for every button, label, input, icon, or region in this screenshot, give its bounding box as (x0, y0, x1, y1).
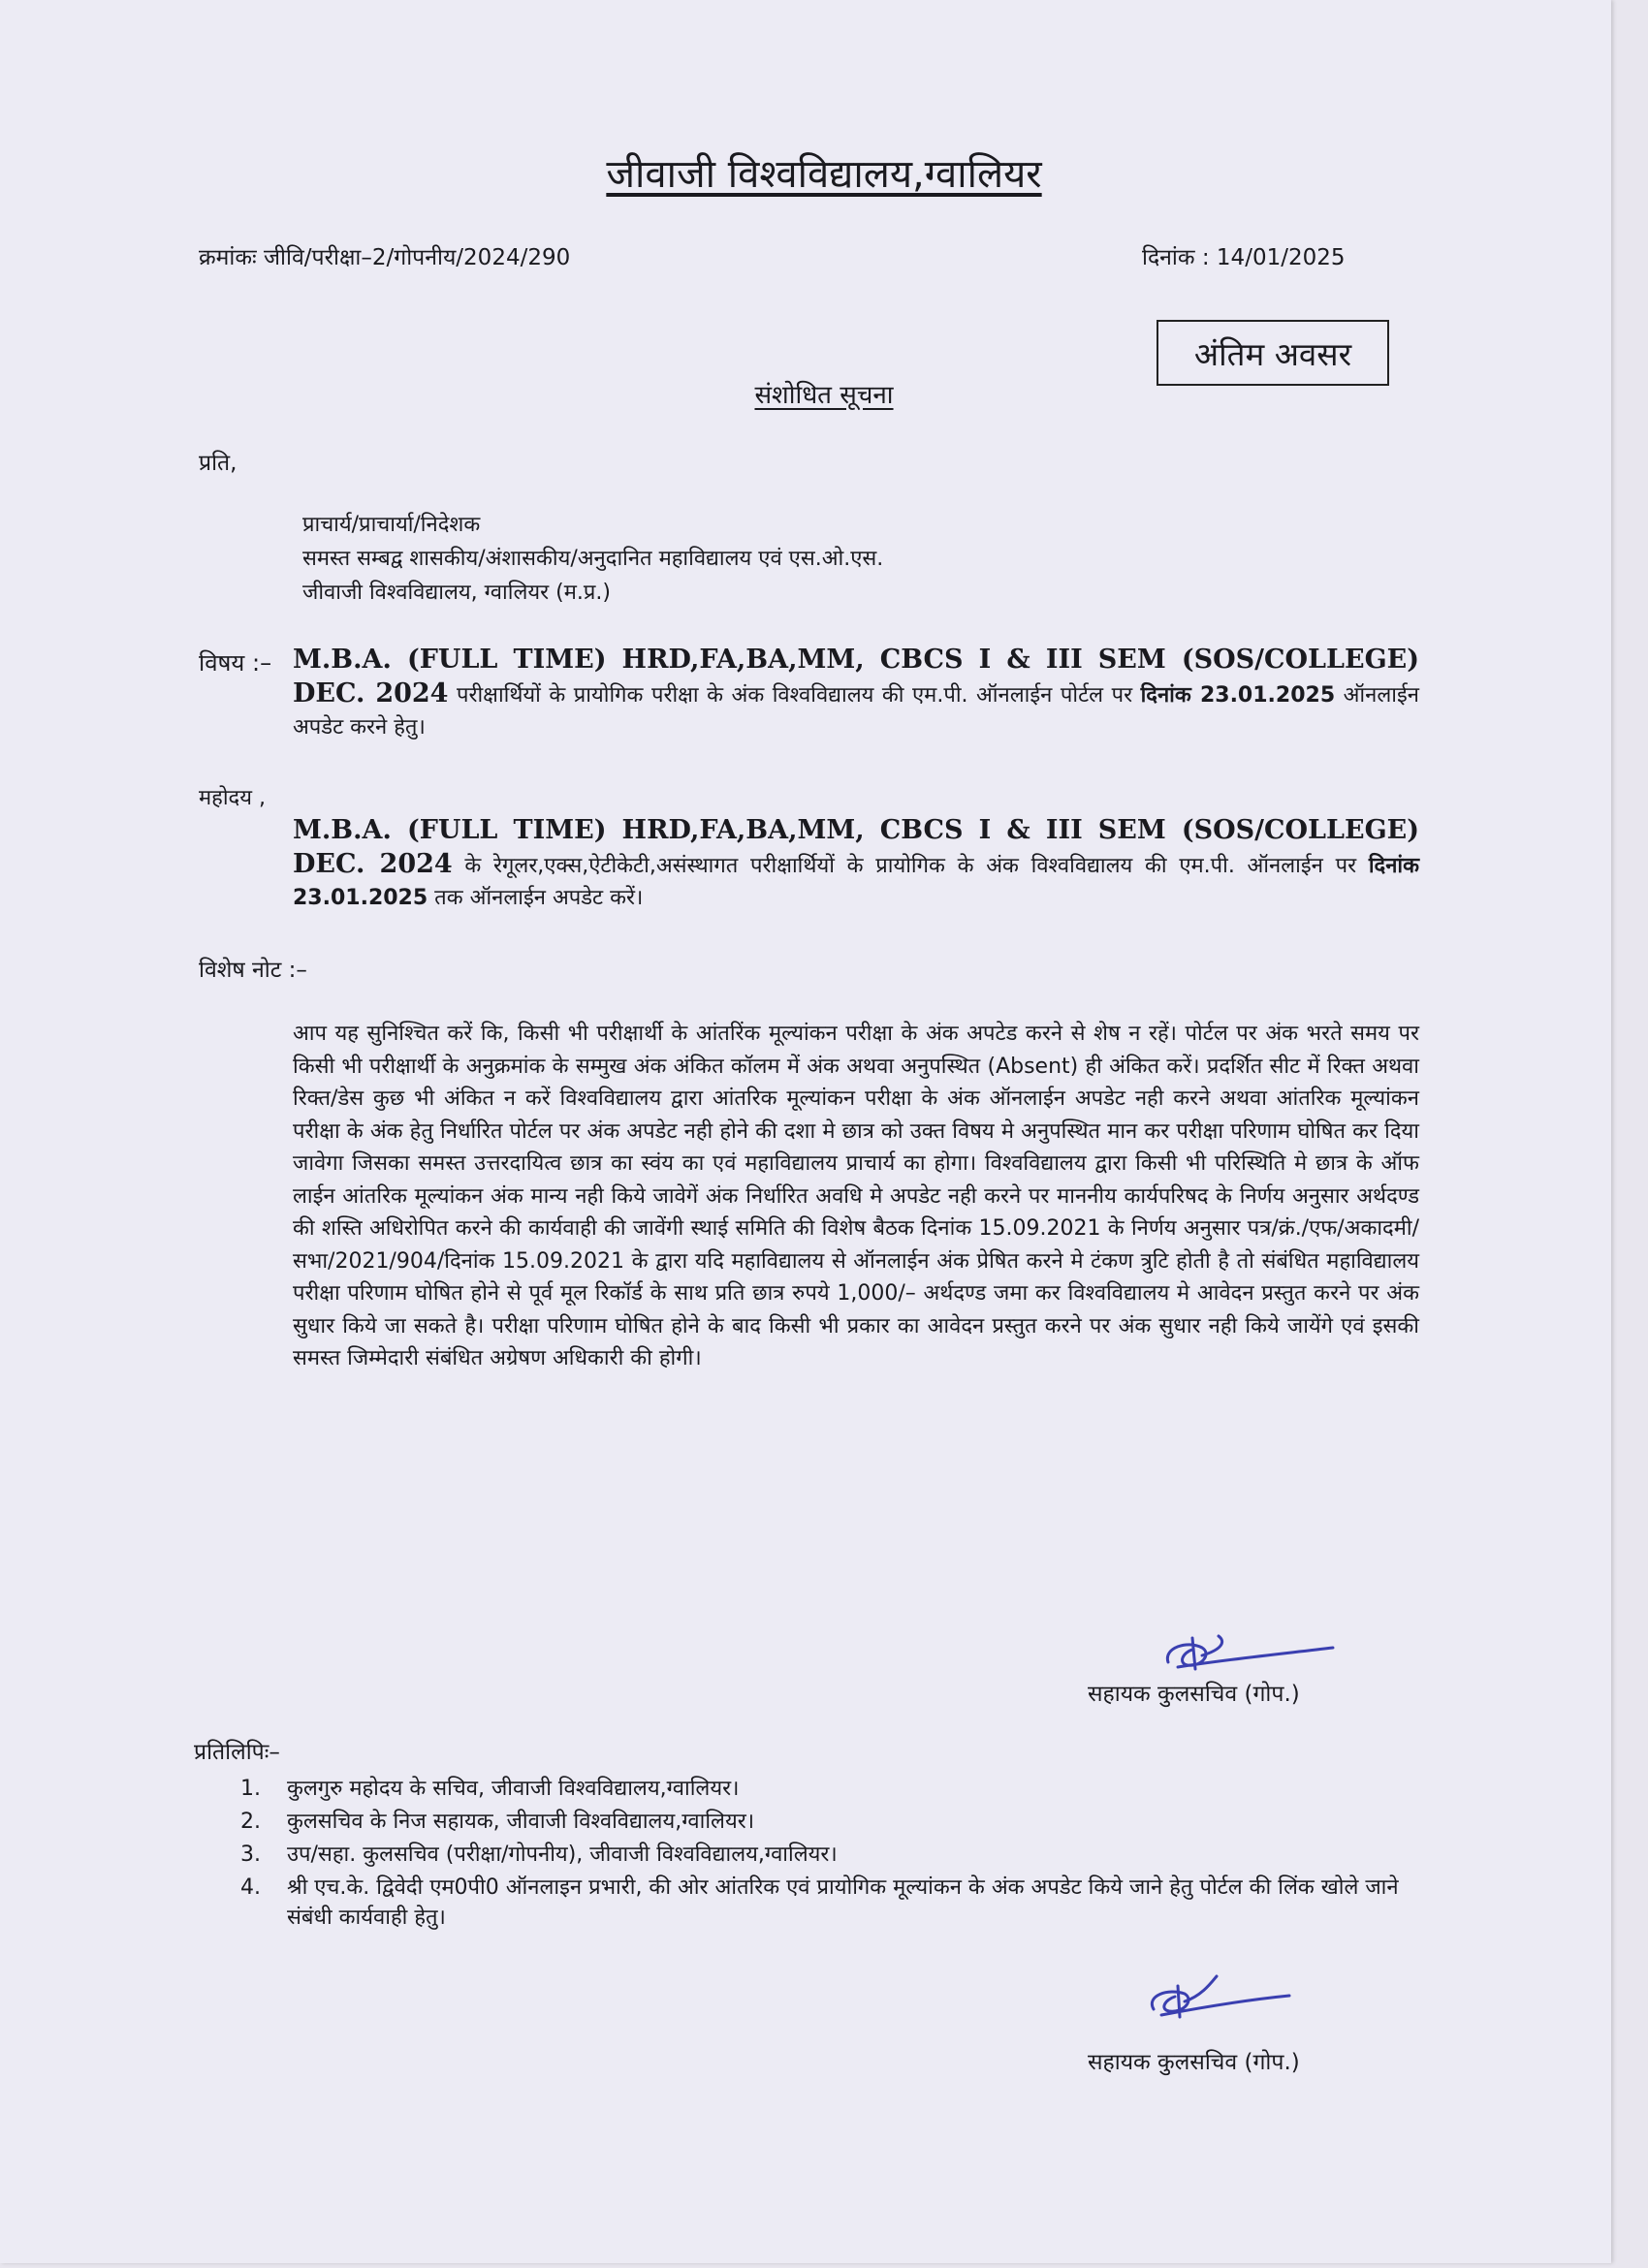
university-title: जीवाजी विश्वविद्यालय,ग्वालियर (606, 152, 1042, 197)
addressee-line: जीवाजी विश्वविद्यालय, ग्वालियर (म.प्र.) (302, 581, 611, 605)
reference-number: क्रमांकः जीवि/परीक्षा–2/गोपनीय/2024/290 (199, 245, 571, 270)
addressee-line: प्राचार्य/प्राचार्या/निदेशक (302, 513, 481, 537)
issue-date: दिनांक : 14/01/2025 (1142, 245, 1346, 270)
copy-to-list (240, 1774, 1419, 1936)
signature-2 (1134, 1972, 1299, 2031)
copy-to-label: प्रतिलिपिः– (194, 1740, 280, 1765)
to-label: प्रति, (199, 451, 238, 476)
special-note-body: आप यह सुनिश्चित करें कि, किसी भी परीक्षार्थी के आंतरिंक मूल्यांकन परीक्षा के अंक अपटेड करने से शेष न रहें। पोर्टल पर अंक भरते समय पर किसी भी परीक्षार्थी के अनुक्रमांक के सम्मुख अंक अंकित कॉलम में अंक अथवा अनुपस्थित (Absent) ही अंकित करें। प्रदर्शित सीट में रिक्त अथवा रिक्त/डेस कुछ भी अंकित न करें विश्वविद्यालय द्वारा आंतरिक मूल्यांकन परीक्षा के अंक ऑनलाईन अपडेट नही करने अथवा आंतरिक मूल्यांकन परीक्षा के अंक हेतु निर्धारित पोर्टल पर अंक अपडेट नही होने की दशा मे छात्र को उक्त विषय मे अनुपस्थित मान कर परीक्षा परिणाम घोषित कर दिया जावेगा जिसका समस्त उत्तरदायित्व छात्र का स्वंय का एवं महाविद्यालय प्राचार्य का होगा। विश्वविद्यालय द्वारा किसी भी परिस्थिति मे छात्र के ऑफ लाईन आंतरिक मूल्यांकन अंक मान्य नही किये जावेगें अंक निर्धारित अवधि मे अपडेट नही करने पर माननीय कार्यपरिषद के निर्णय अनुसार अर्थदण्ड की शस्ति अधिरोपित करने की कार्यवाही की जावेंगी स्थाई समिति की विशेष बैठक दिनांक 15.09.2021 के निर्णय अनुसार पत्र/क्रं./एफ/अकादमी/सभा/2021/904/दिनांक 15.09.2021 के द्वारा यदि महाविद्यालय से ऑनलाईन अंक प्रेषित करने मे टंकण त्रुटि होती है तो संबंधित महाविद्यालय परीक्षा परिणाम घोषित होने से पूर्व मूल रिकॉर्ड के साथ प्रति छात्र रुपये 1,000/– अर्थदण्ड जमा कर विश्वविद्यालय मे आवेदन प्रस्तुत करने पर अंक सुधार किये जा सकते है। परीक्षा परिणाम घोषित होने के बाद किसी भी प्रकार का आवेदन प्रस्तुत करने पर अंक सुधार नही किये जायेंगे एवं इसकी समस्त जिम्मेदारी संबंधित अग्रेषण अधिकारी की होगी। (293, 1022, 1419, 1370)
subject-label: विषय :– (199, 649, 272, 677)
list-item: 2. कुलसचिव के निज सहायक, जीवाजी विश्वविद्यालय,ग्वालियर। (240, 1810, 755, 1834)
subject-course: M.B.A. (FULL TIME) HRD,FA,BA,MM, CBCS I & III SEM (SOS/COLLEGE) DEC. 2024 (293, 645, 1419, 709)
subject-deadline: दिनांक 23.01.2025 (1140, 683, 1336, 708)
subject-text: M.B.A. (FULL TIME) HRD,FA,BA,MM, CBCS I & III SEM (SOS/COLLEGE) DEC. 2024 परीक्षार्थियों के प्रायोगिक परीक्षा के अंक विश्वविद्यालय की एम.पी. ऑनलाईन पोर्टल पर दिनांक 23.01.2025 ऑनलाईन अपडेट करने हेतु। (293, 645, 1419, 740)
list-item: 4. श्री एच.के. द्विवेदी एम0पी0 ऑनलाइन प्रभारी, की ओर आंतरिक एवं प्रायोगिक मूल्यांकन के अंक अपडेट किये जाने हेतु पोर्टल की लिंक खोले जाने संबंधी कार्यवाही हेतु। (240, 1875, 1399, 1930)
notice-heading: संशोधित सूचना (754, 381, 894, 410)
addressee-line: समस्त सम्बद्व शासकीय/अंशासकीय/अनुदानित महाविद्यालय एवं एस.ओ.एस. (302, 547, 884, 571)
salutation-course: M.B.A. (FULL TIME) HRD,FA,BA,MM, CBCS I & III SEM (SOS/COLLEGE) DEC. 2024 (293, 815, 1419, 879)
signature-1 (1149, 1628, 1343, 1682)
final-chance-badge: अंतिम अवसर (1157, 320, 1389, 386)
special-note-label: विशेष नोट :– (199, 958, 307, 983)
list-item: 1. कुलगुरु महोदय के सचिव, जीवाजी विश्वविद्यालय,ग्वालियर। (240, 1777, 740, 1801)
list-item: 3. उप/सहा. कुलसचिव (परीक्षा/गोपनीय), जीवाजी विश्वविद्यालय,ग्वालियर। (240, 1843, 838, 1867)
salutation-label: महोदय , (199, 786, 266, 810)
salutation-deadline: दिनांक 23.01.2025 (293, 854, 1419, 910)
signatory-title: सहायक कुलसचिव (गोप.) (1088, 1682, 1300, 1707)
signatory-title: सहायक कुलसचिव (गोप.) (1088, 2050, 1300, 2075)
salutation-text: M.B.A. (FULL TIME) HRD,FA,BA,MM, CBCS I & III SEM (SOS/COLLEGE) DEC. 2024 के रेगूलर,एक्स,ऐटीकेटी,असंस्थागत परीक्षार्थियों के प्रायोगिक के अंक विश्वविद्यालय की एम.पी. ऑनलाईन पर दिनांक 23.01.2025 तक ऑनलाईन अपडेट करें। (293, 815, 1419, 910)
